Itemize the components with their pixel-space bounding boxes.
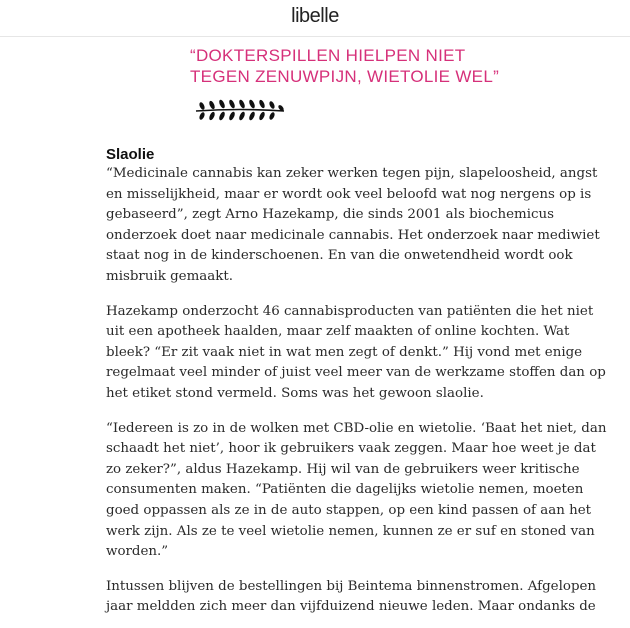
article-body (106, 146, 607, 628)
text-line: bleek? “Er zit vaak niet in wat men zegt of denkt.” Hij vond met enige (106, 344, 583, 360)
text-line: Intussen blijven de bestellingen bij Beintema binnenstromen. Afgelopen (106, 578, 597, 594)
text-line: misbruik gemaakt. (106, 268, 234, 284)
text-line: goed oppassen als ze in de auto stappen, op een kind passen of aan het (106, 502, 592, 518)
text-line: “Iedereen is zo in de wolken met CBD-olie en wietolie. ‘Baat het niet, dan (106, 420, 607, 436)
text-line: staat nog in de kinderschoenen. En van die onwetendheid wordt ook (106, 248, 573, 264)
text-line: uit een apotheek haalden, maar zelf maakten of online kochten. Wat (106, 324, 570, 340)
text-line: en misselijkheid, maar er wordt ook veel beloofd wat nog nergens op is (106, 186, 592, 202)
text-line: Hazekamp onderzocht 46 cannabisproducten van patiënten die het niet (106, 303, 594, 319)
text-line: gebaseerd”, zegt Arno Hazekamp, die sinds 2001 als biochemicus (106, 207, 555, 223)
text-line: het etiket stond vermeld. Soms was het gewoon slaolie. (106, 385, 484, 401)
text-line: schaadt het niet’, hoor ik gebruikers vaak zeggen. Maar hoe weet je dat (106, 441, 596, 457)
libelle-logo[interactable]: libelle (291, 5, 339, 27)
text-line: “Medicinale cannabis kan zeker werken tegen pijn, slapeloosheid, angst (106, 166, 598, 181)
pull-quote (190, 45, 590, 87)
text-line: werk zijn. Als ze te veel wietolie nemen, kunnen ze er suf en stoned van (106, 523, 595, 539)
text-line: worden.” (106, 544, 169, 560)
text-line: onderzoek doet naar medicinale cannabis. Het onderzoek naar mediwiet (106, 227, 600, 243)
text-line: jaar meldden zich meer dan vijfduizend nieuwe leden. Maar ondanks de (106, 599, 596, 615)
leaf-vine-divider-icon (194, 97, 286, 123)
paragraph (106, 164, 600, 288)
paragraph (106, 302, 606, 405)
top-bar (0, 0, 630, 37)
pull-quote-line: “DOKTERSPILLEN HIELPEN NIET (190, 46, 466, 65)
section-heading: Slaolie (106, 146, 155, 163)
paragraph (106, 419, 607, 563)
text-line: regelmaat veel minder of juist veel meer van de werkzame stoffen dan op (106, 365, 606, 381)
paragraph (106, 577, 597, 618)
pull-quote-line: TEGEN ZENUWPIJN, WIETOLIE WEL” (190, 67, 500, 86)
text-line: zo zeker?”, aldus Hazekamp. Hij wil van de gebruikers weer kritische (106, 461, 580, 477)
text-line: consumenten maken. “Patiënten die dagelijks wietolie nemen, moeten (106, 482, 584, 498)
